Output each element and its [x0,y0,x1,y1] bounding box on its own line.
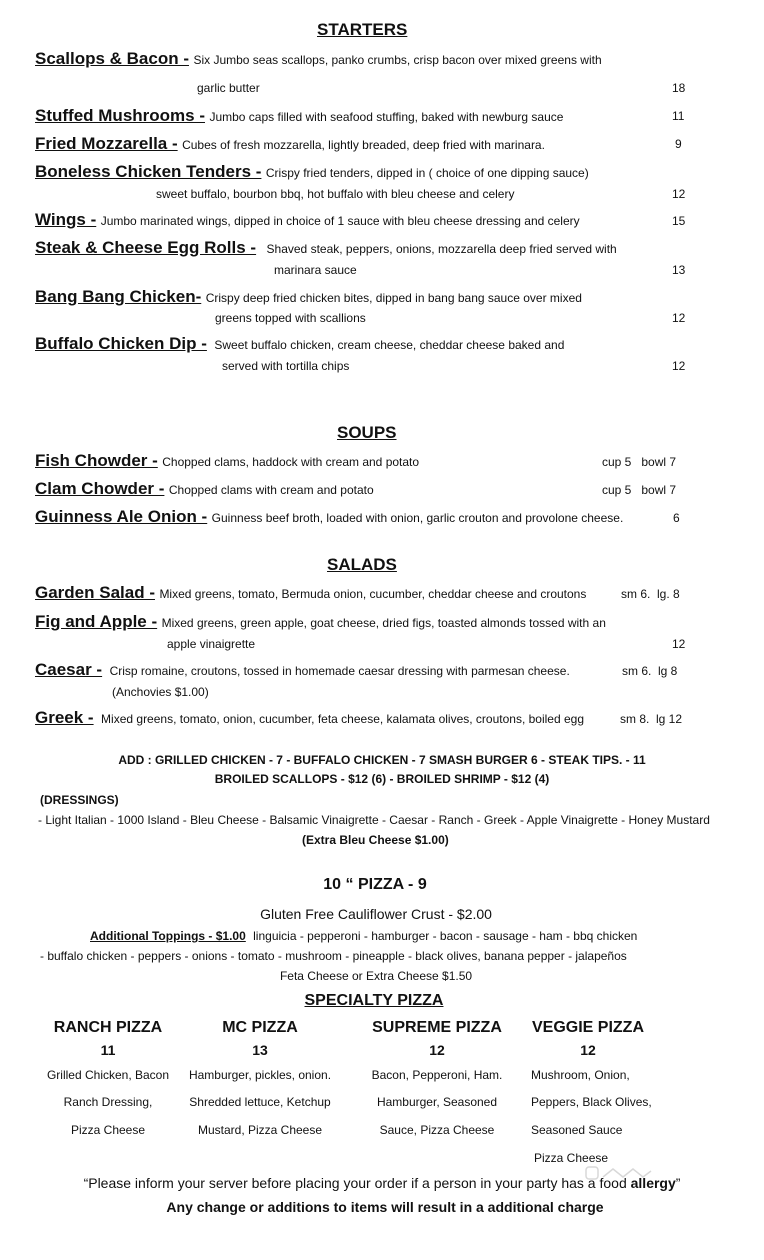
item-price: 12 [672,311,686,325]
menu-item-scallops-bacon [35,49,602,69]
pizza-desc: Pizza Cheese [534,1151,609,1165]
item-price: sm 8. lg 12 [620,712,683,726]
specialty-pizza-heading: SPECIALTY PIZZA [304,992,444,1009]
item-desc: Guinness beef broth, loaded with onion, garlic crouton and provolone cheese. [211,511,624,525]
item-desc: Mixed greens, green apple, goat cheese, dried figs, toasted almonds tossed with an [161,616,606,630]
item-price: 18 [672,81,686,95]
toppings-line: linguicia - pepperoni - hamburger - bacon - sausage - ham - bbq chicken [253,929,638,943]
item-desc-cont: greens topped with scallions [215,311,366,325]
pizza-price: 13 [252,1042,268,1058]
item-desc: Shaved steak, peppers, onions, mozzarella deep fried served with [266,242,617,256]
item-price: 13 [672,263,686,277]
item-price: sm 6. lg. 8 [621,587,680,601]
item-desc: Chopped clams, haddock with cream and potato [162,455,420,469]
item-name: Wings - [35,210,97,229]
menu-item-guinness-ale-onion [35,507,623,527]
item-price: 9 [675,137,682,151]
item-name: Boneless Chicken Tenders - [35,162,262,181]
change-charge-notice: Any change or additions to items will result in a additional charge [166,1199,604,1215]
item-price: 15 [672,214,686,228]
item-name: Stuffed Mushrooms - [35,106,205,125]
pizza-desc: Hamburger, pickles, onion. [188,1068,332,1082]
soups-heading: SOUPS [337,423,397,442]
menu-item-fried-mozzarella [35,134,545,154]
item-desc-cont: sweet buffalo, bourbon bbq, hot buffalo with bleu cheese and celery [156,187,515,201]
pizza-name: VEGGIE PIZZA [531,1019,644,1036]
item-name: Guinness Ale Onion - [35,507,208,526]
extra-bleu-cheese: (Extra Bleu Cheese $1.00) [302,833,449,847]
item-name: Clam Chowder - [35,479,165,498]
item-name: Buffalo Chicken Dip - [35,334,207,353]
menu-item-boneless-chicken-tenders [35,162,589,182]
item-name: Fried Mozzarella - [35,134,178,153]
item-name: Fig and Apple - [35,612,158,631]
item-name: Caesar - [35,660,103,679]
pizza-desc: Mushroom, Onion, [531,1068,630,1082]
item-price: cup 5 bowl 7 [602,483,677,497]
feta-extra-cheese: Feta Cheese or Extra Cheese $1.50 [279,969,473,983]
menu-item-fish-chowder [35,451,419,471]
pizza-desc: Sauce, Pizza Cheese [379,1123,495,1137]
item-name: Bang Bang Chicken- [35,287,202,306]
item-desc: Crisp romaine, croutons, tossed in homemade caesar dressing with parmesan cheese. [109,664,570,678]
starters-heading: STARTERS [317,20,408,39]
pizza-name: SUPREME PIZZA [372,1019,502,1036]
salad-add-ons-line2: BROILED SCALLOPS - $12 (6) - BROILED SHRIMP - $12 (4) [214,772,550,786]
menu-item-caesar [35,660,570,680]
item-desc-cont: apple vinaigrette [167,637,256,651]
allergy-close-quote: ” [675,1175,681,1191]
pizza-price: 11 [100,1042,116,1058]
pizza-supreme [366,1019,508,1058]
dressings-label: (DRESSINGS) [40,793,119,807]
pizza-price: 12 [580,1042,596,1058]
toppings-line-2: - buffalo chicken - peppers - onions - tomato - mushroom - pineapple - black olives, banana pepper - jalapeños [40,949,627,963]
menu-item-stuffed-mushrooms [35,106,563,126]
item-price: 11 [672,109,685,123]
pizza-name: MC PIZZA [222,1019,298,1036]
menu-item-garden-salad [35,583,586,603]
allergy-word: allergy [630,1175,676,1191]
pizza-desc: Shredded lettuce, Ketchup [189,1095,331,1109]
item-name: Scallops & Bacon - [35,49,189,68]
item-desc: Mixed greens, tomato, Bermuda onion, cucumber, cheddar cheese and croutons [159,587,587,601]
allergy-text: “Please inform your server before placing your order if a person in your party has a food [83,1175,631,1191]
pizza-heading: 10 “ PIZZA - 9 [323,876,427,893]
item-name: Greek - [35,708,94,727]
item-name: Fish Chowder - [35,451,158,470]
menu-item-steak-cheese-egg-rolls [35,238,617,258]
additional-toppings [90,929,637,943]
item-desc: Mixed greens, tomato, onion, cucumber, feta cheese, kalamata olives, croutons, boiled egg [101,712,584,726]
menu-item-greek [35,708,584,728]
item-desc: Jumbo marinated wings, dipped in choice of 1 sauce with bleu cheese dressing and celery [100,214,580,228]
pizza-desc: Mustard, Pizza Cheese [197,1123,323,1137]
item-price: 12 [672,359,686,373]
pizza-price: 12 [429,1042,445,1058]
item-price: sm 6. lg 8 [622,664,678,678]
pizza-name: RANCH PIZZA [53,1019,163,1036]
menu-item-clam-chowder [35,479,374,499]
gluten-free-crust: Gluten Free Cauliflower Crust - $2.00 [260,906,492,922]
item-desc: Cubes of fresh mozzarella, lightly breaded, deep fried with marinara. [182,138,545,152]
menu-item-wings [35,210,580,230]
item-price: 6 [673,511,680,525]
item-price: 12 [672,637,686,651]
pizza-desc: Grilled Chicken, Bacon [46,1068,170,1082]
item-desc: Crispy deep fried chicken bites, dipped in bang bang sauce over mixed [205,291,582,305]
menu-item-buffalo-chicken-dip [35,334,564,354]
salads-heading: SALADS [327,555,397,574]
item-desc: Jumbo caps filled with seafood stuffing, baked with newburg sauce [209,110,564,124]
item-name: Steak & Cheese Egg Rolls - [35,238,257,257]
item-desc: Crispy fried tenders, dipped in ( choice of one dipping sauce) [265,166,589,180]
salad-add-ons-line1: ADD : GRILLED CHICKEN - 7 - BUFFALO CHICKEN - 7 SMASH BURGER 6 - STEAK TIPS. - 11 [118,753,646,767]
allergy-notice [0,1175,764,1191]
pizza-desc: Seasoned Sauce [531,1123,623,1137]
pizza-veggie [525,1019,651,1058]
item-price: cup 5 bowl 7 [602,455,677,469]
pizza-desc: Peppers, Black Olives, [531,1095,652,1109]
item-desc-cont: (Anchovies $1.00) [112,685,209,699]
menu-item-bang-bang-chicken [35,287,582,307]
pizza-desc: Ranch Dressing, [63,1095,153,1109]
pizza-desc: Hamburger, Seasoned [376,1095,498,1109]
dressings-list: - Light Italian - 1000 Island - Bleu Cheese - Balsamic Vinaigrette - Caesar - Ranch - Greek - Apple Vinaigrette - Honey Mustard [38,813,710,827]
pizza-ranch [33,1019,183,1058]
pizza-mc [185,1019,335,1058]
item-desc: Sweet buffalo chicken, cream cheese, cheddar cheese baked and [214,338,565,352]
item-desc-cont: served with tortilla chips [222,359,350,373]
pizza-desc: Pizza Cheese [70,1123,146,1137]
item-name: Garden Salad - [35,583,155,602]
item-desc-cont: marinara sauce [274,263,357,277]
menu-item-fig-and-apple [35,612,606,632]
pizza-desc: Bacon, Pepperoni, Ham. [371,1068,503,1082]
toppings-label: Additional Toppings - $1.00 [90,929,246,943]
item-desc: Six Jumbo seas scallops, panko crumbs, crisp bacon over mixed greens with [193,53,602,67]
item-desc: Chopped clams with cream and potato [168,483,374,497]
item-desc-cont: garlic butter [197,81,260,95]
item-price: 12 [672,187,686,201]
